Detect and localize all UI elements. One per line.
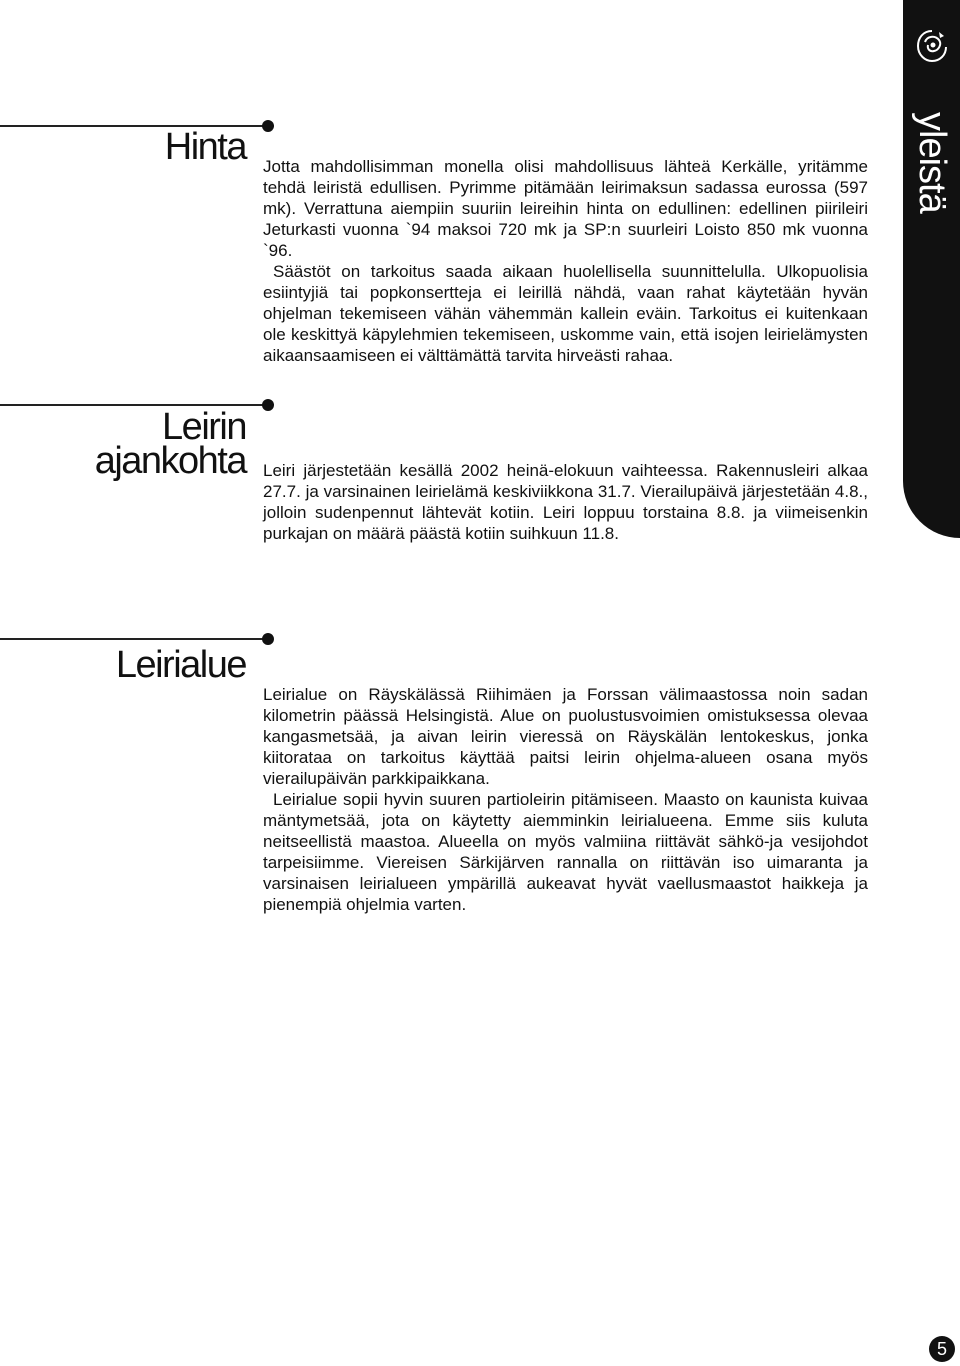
section-text-ajankohta (263, 460, 868, 544)
section-divider (0, 638, 268, 640)
section-text-leirialue (263, 684, 868, 915)
paragraph: Jotta mahdollisimman monella olisi mahdollisuus lähteä Kerkälle, yritämme tehdä leiristä edullisen. Pyrimme pitämään leirimaksun sadassa eurossa (597 mk). Verrattuna aiempiin suuriin leireihin hinta on edullinen: edellinen piirileiri Jeturkasti vuonna `94 maksoi 720 mk ja SP:n suurleiri Loisto 850 mk vuonna `96. (263, 157, 868, 260)
scout-emblem-icon (915, 28, 949, 64)
tab-label: yleistä (911, 112, 953, 213)
section-heading-leirialue: Leirialue (115, 644, 246, 686)
paragraph: Säästöt on tarkoitus saada aikaan huolellisella suunnittelulla. Ulkopuolisia esiintyjiä tai popkonsertteja ei leirillä nähdä, vaan rahat käytetään hyvän ohjelman tekemiseen vähän vähemmän kallein eväin. Tarkoitus ei kuitenkaan ole keskittyä käpylehmien tekemiseen, uskomme vain, että isojen leirielämysten aikaansaamiseen ei välttämättä tarvita hirveästi rahaa. (263, 262, 868, 365)
section-tab (903, 0, 960, 538)
paragraph: Leiri järjestetään kesällä 2002 heinä-elokuun vaihteessa. Rakennusleiri alkaa 27.7. ja varsinainen leirielämä keskiviikkona 31.7. Vierailupäivä järjestetään 4.8., jolloin sudenpennut lähtevät kotiin. Leiri loppuu torstaina 8.8. ja viimeisenkin purkajan on määrä päästä kotiin suihkuun 11.8. (263, 461, 868, 543)
paragraph: Leirialue on Räyskälässä Riihimäen ja Forssan välimaastossa noin sadan kilometrin päässä Helsingistä. Alue on puolustusvoimien omistuksessa olevaa kangasmetsää, ja aivan leirin vieressä on Räyskälän lentokeskus, jonka kiitorataa on tarkoitus käyttää paitsi leirin ohjelma-alueen osana myös vierailupäivän parkkipaikkana. (263, 685, 868, 788)
section-heading-ajankohta: Leirin ajankohta (94, 406, 246, 482)
page-number: 5 (929, 1336, 955, 1362)
paragraph: Leirialue sopii hyvin suuren partioleirin pitämiseen. Maasto on kaunista kuivaa mäntymetsää, jota on käytetty aiemminkin leirialueena. Emme siis kuluta neitseellistä maastoa. Alueella on myös valmiina riittävät sähkö-ja vesijohdot tarpeisiimme. Viereisen Särkijärven rannalla on riittävän iso uimaranta ja varsinaisen leirialueen ympärillä aukeavat hyvät vaellusmaastot haikkeja ja pienempiä ohjelmia varten. (263, 790, 868, 914)
section-heading-hinta: Hinta (164, 126, 246, 168)
section-text-hinta (263, 156, 868, 366)
